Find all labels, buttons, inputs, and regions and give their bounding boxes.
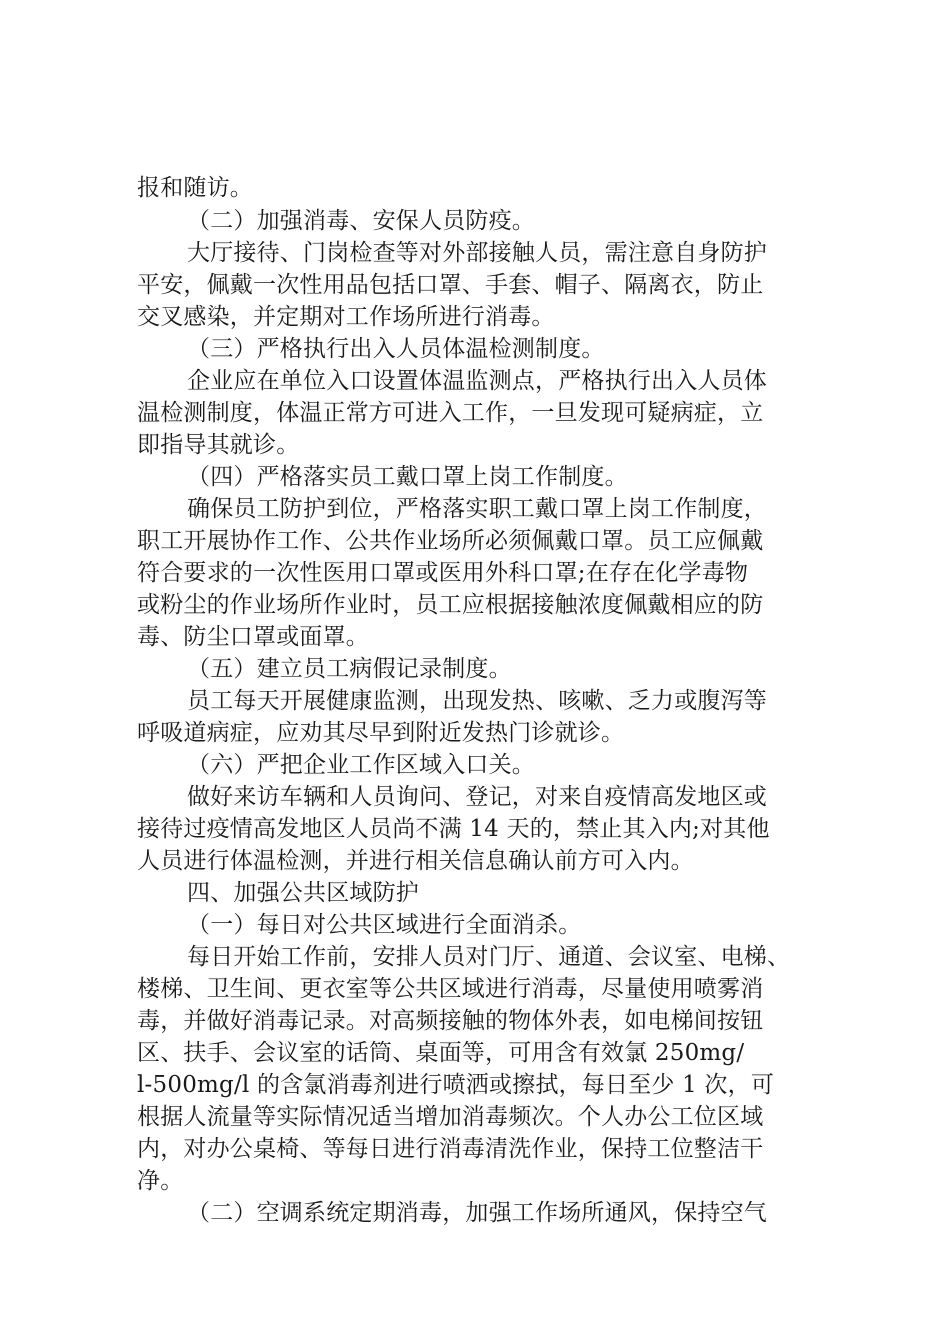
section-heading: （六）严把企业工作区域入口关。 bbox=[187, 752, 535, 778]
paragraph-line: 毒、防尘口罩或面罩。 bbox=[137, 624, 369, 650]
paragraph-line: 即指导其就诊。 bbox=[137, 432, 300, 458]
chapter-heading: 四、加强公共区域防护 bbox=[187, 880, 419, 906]
section-heading: （二）空调系统定期消毒，加强工作场所通风，保持空气 bbox=[187, 1200, 767, 1226]
paragraph-line: 人员进行体温检测，并进行相关信息确认前方可入内。 bbox=[137, 848, 694, 874]
paragraph-line: 温检测制度，体温正常方可进入工作，一旦发现可疑病症，立 bbox=[137, 400, 764, 426]
paragraph-line: 接待过疫情高发地区人员尚不满 14 天的，禁止其入内;对其他 bbox=[137, 816, 770, 842]
paragraph-line: 报和随访。 bbox=[137, 175, 253, 201]
paragraph-line: 职工开展协作工作、公共作业场所必须佩戴口罩。员工应佩戴 bbox=[137, 528, 764, 554]
paragraph-line: 大厅接待、门岗检查等对外部接触人员，需注意自身防护 bbox=[187, 240, 767, 266]
paragraph-line: 企业应在单位入口设置体温监测点，严格执行出入人员体 bbox=[187, 368, 767, 394]
paragraph-line: 毒，并做好消毒记录。对高频接触的物体外表，如电梯间按钮 bbox=[137, 1008, 764, 1034]
paragraph-line: 员工每天开展健康监测，出现发热、咳嗽、乏力或腹泻等 bbox=[187, 688, 767, 714]
paragraph-line: 符合要求的一次性医用口罩或医用外科口罩;在存在化学毒物 bbox=[137, 560, 749, 586]
paragraph-line: 或粉尘的作业场所作业时，员工应根据接触浓度佩戴相应的防 bbox=[137, 592, 764, 618]
section-heading: （四）严格落实员工戴口罩上岗工作制度。 bbox=[187, 464, 628, 490]
paragraph-line: 呼吸道病症，应劝其尽早到附近发热门诊就诊。 bbox=[137, 720, 625, 746]
paragraph-line: 做好来访车辆和人员询问、登记，对来自疫情高发地区或 bbox=[187, 784, 767, 810]
paragraph-line: 根据人流量等实际情况适当增加消毒频次。个人办公工位区域 bbox=[137, 1104, 764, 1130]
paragraph-line: 楼梯、卫生间、更衣室等公共区域进行消毒，尽量使用喷雾消 bbox=[137, 976, 764, 1002]
paragraph-line: 净。 bbox=[137, 1168, 184, 1194]
section-heading: （五）建立员工病假记录制度。 bbox=[187, 656, 512, 682]
paragraph-line: 确保员工防护到位，严格落实职工戴口罩上岗工作制度， bbox=[187, 496, 767, 522]
paragraph-line: 内，对办公桌椅、等每日进行消毒清洗作业，保持工位整洁干 bbox=[137, 1136, 764, 1162]
paragraph-line: 区、扶手、会议室的话筒、桌面等，可用含有效氯 250mg/ bbox=[137, 1040, 745, 1066]
paragraph-line: 交叉感染，并定期对工作场所进行消毒。 bbox=[137, 304, 555, 330]
section-heading: （二）加强消毒、安保人员防疫。 bbox=[187, 208, 535, 234]
section-heading: （一）每日对公共区域进行全面消杀。 bbox=[187, 912, 582, 938]
paragraph-line: 平安，佩戴一次性用品包括口罩、手套、帽子、隔离衣，防止 bbox=[137, 272, 764, 298]
section-heading: （三）严格执行出入人员体温检测制度。 bbox=[187, 336, 605, 362]
paragraph-line: l-500mg/l 的含氯消毒剂进行喷洒或擦拭，每日至少 1 次，可 bbox=[137, 1072, 775, 1098]
paragraph-line: 每日开始工作前，安排人员对门厅、通道、会议室、电梯、 bbox=[187, 944, 791, 970]
